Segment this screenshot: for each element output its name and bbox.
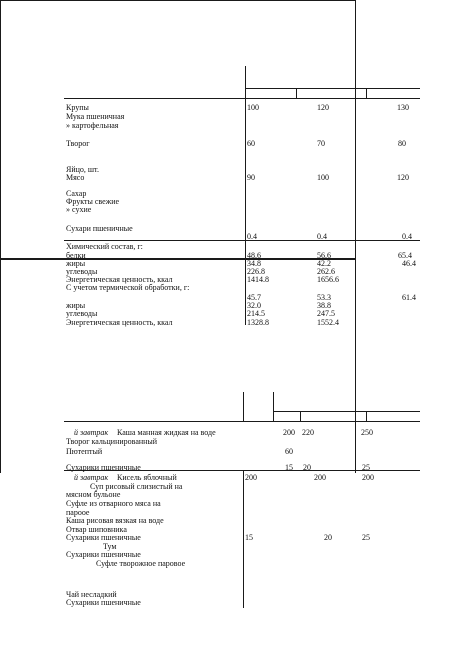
kasha-label: Каша рисовая вязкая на воде	[66, 516, 164, 525]
sukhariki-value-1: 15	[285, 463, 293, 472]
sukhariki2-value-2: 20	[324, 533, 332, 542]
breakfast-value-2: 220	[302, 428, 314, 437]
table1-header-rule	[245, 88, 420, 89]
table2-header-rule	[273, 411, 420, 412]
breakfast-value-1: 200	[283, 428, 295, 437]
table1-row-label: Фрукты свежие	[66, 197, 120, 206]
table1-row-label: Творог	[66, 139, 90, 148]
table1-row-value-3: 46.4	[402, 259, 416, 268]
table1-row-label: Крупы	[66, 103, 89, 112]
table1-row-value-3: 130	[397, 103, 409, 112]
breakfast-dish: Каша манная жидкая на воде	[117, 428, 216, 437]
table2-top-left-stub	[273, 392, 274, 421]
table1-row-value-3: 80	[398, 139, 406, 148]
breakfast-value-3: 250	[361, 428, 373, 437]
table1-row-value-2: 56.6	[317, 251, 331, 260]
table2-left-divider	[243, 470, 244, 608]
table1-row-value-1: 48.6	[247, 251, 261, 260]
table1-row-value-1: 32.0	[247, 301, 261, 310]
second-value-3: 200	[362, 473, 374, 482]
table1-row-label: » сухие	[66, 205, 92, 214]
tvorog-label: Творог кальцинированный	[66, 437, 158, 446]
table1-row-value-3: 65.4	[398, 251, 412, 260]
meal-label-breakfast: й завтрак	[74, 428, 109, 437]
souffle-label: Суфле из отварного мяса на	[66, 499, 161, 508]
table2-subheader-rule	[64, 421, 420, 422]
sukhariki-label: Сухарики пшеничные	[66, 463, 141, 472]
table1-row-value-1: 100	[247, 103, 259, 112]
table1-row-value-2: 1552.4	[317, 318, 339, 327]
tum-label: Тум	[103, 542, 117, 551]
table2-sub-divider	[366, 411, 367, 421]
soup-label: Суп рисовый слизистый на	[90, 482, 183, 491]
table1-row-label: углеводы	[66, 309, 98, 318]
table1-row-label: Энергетическая ценность, ккал	[66, 275, 173, 284]
table1-row-label: Мука пшеничная	[66, 112, 125, 121]
proteptol-value: 60	[285, 447, 293, 456]
sukhariki-value-3: 25	[362, 463, 370, 472]
table1-col-divider	[245, 66, 246, 325]
table1-row-label: Сахар	[66, 189, 87, 198]
sukhariki2-value-1: 15	[245, 533, 253, 542]
table1-row-value-1: 34.8	[247, 259, 261, 268]
table1-subheader-rule	[64, 98, 420, 99]
second-dish: Кисель яблочный	[117, 473, 177, 482]
table1-row-value-1: 90	[247, 173, 255, 182]
table1-row-value-2: 38.8	[317, 301, 331, 310]
table1-row-value-2: 1656.6	[317, 275, 339, 284]
soup-label-2: мясном бульоне	[66, 490, 121, 499]
table1-row-value-2: 70	[317, 139, 325, 148]
table2-col-divider	[243, 392, 244, 421]
table1-row-value-3: 61.4	[402, 293, 416, 302]
sukhariki2-value-3: 25	[362, 533, 370, 542]
table1-row-value-2: 100	[317, 173, 329, 182]
table1-row-label: Яйцо, шт.	[66, 165, 99, 174]
table1-row-value-2: 53.3	[317, 293, 331, 302]
sukhariki-label: Сухарики пшеничные	[66, 598, 141, 607]
second-value-1: 200	[245, 473, 257, 482]
table1-row-value-2: 42.2	[317, 259, 331, 268]
table1-row-value-2: 120	[317, 103, 329, 112]
souffle-tvor-label: Суфле творожное паровое	[96, 559, 186, 568]
chai-label: Чай несладкий	[66, 590, 117, 599]
table1-row-label: Химический состав, г:	[66, 242, 143, 251]
table1-row-value-1: 45.7	[247, 293, 261, 302]
table1-row-label: белки	[66, 251, 86, 260]
table1-row-label: жиры	[66, 259, 86, 268]
table1-row-value-1: 0.4	[247, 232, 257, 241]
table1-row-label: Энергетическая ценность, ккал	[66, 318, 173, 327]
sukhariki-value-2: 20	[303, 463, 311, 472]
table1-row-label: С учетом термической обработки, г:	[66, 283, 190, 292]
second-value-2: 200	[314, 473, 326, 482]
table1-row-value-1: 1328.8	[247, 318, 269, 327]
table1-row-value-2: 0.4	[317, 232, 327, 241]
meal-label-second: й завтрак	[74, 473, 109, 482]
table1-row-value-3: 120	[397, 173, 409, 182]
nutrition-table	[0, 0, 356, 259]
table2-sub-divider	[300, 411, 301, 421]
table1-sub-divider	[296, 88, 297, 98]
table1-row-value-1: 60	[247, 139, 255, 148]
table1-section-rule	[64, 240, 420, 241]
table1-row-value-1: 226.8	[247, 267, 265, 276]
table1-sub-divider	[366, 88, 367, 98]
proteptol-label: Пютептый	[66, 447, 103, 456]
table1-row-value-2: 262.6	[317, 267, 335, 276]
table1-row-value-2: 247.5	[317, 309, 335, 318]
table1-row-label: углеводы	[66, 267, 98, 276]
souffle-label-2: пароое	[66, 508, 90, 517]
sukhariki-label: Сухарики пшеничные	[66, 550, 141, 559]
otvar-label: Отвар шиповника	[66, 525, 127, 534]
table1-row-label: Сухари пшеничные	[66, 224, 133, 233]
table1-row-label: » картофельная	[66, 121, 119, 130]
sukhariki-label: Сухарики пшеничные	[66, 533, 141, 542]
table1-row-label: Мясо	[66, 173, 85, 182]
table1-row-value-1: 1414.8	[247, 275, 269, 284]
table1-row-value-1: 214.5	[247, 309, 265, 318]
table1-row-label: жиры	[66, 301, 86, 310]
table1-row-value-3: 0.4	[402, 232, 412, 241]
